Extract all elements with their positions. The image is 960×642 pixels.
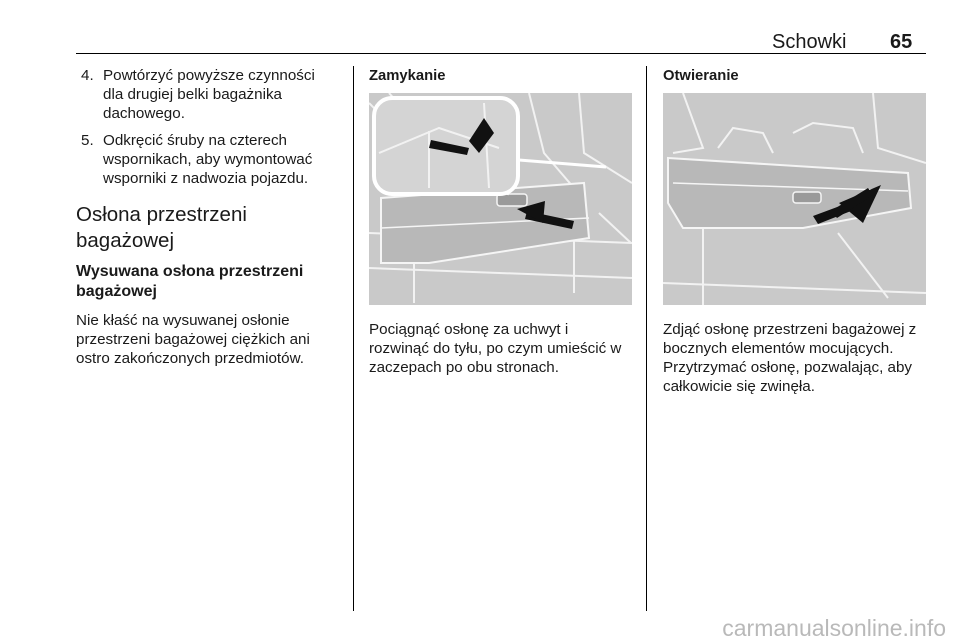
steps-list [76,66,338,188]
paragraph-line: Przytrzymać osłonę, pozwalając, aby [663,359,913,376]
watermark: carmanualsonline.info [722,615,946,641]
paragraph-line: całkowicie się zwinęła. [663,378,815,395]
figure-caption-opening: Otwieranie [663,68,739,84]
header-rule [76,53,926,54]
section-heading-line-2: bagażowej [76,229,175,252]
closing-instructions [369,320,639,377]
paragraph-line: zaczepach po obu stronach. [369,359,559,376]
subsection-heading-line-2: bagażowej [76,283,157,300]
column-divider-left [353,66,354,611]
figure-caption-closing: Zamykanie [369,68,446,84]
step-number: 5. [81,132,94,149]
left-column [76,66,338,368]
list-item [76,131,338,188]
subsection-heading-line-1: Wysuwana osłona przestrzeni [76,263,304,280]
paragraph-line: Nie kłaść na wysuwanej osłonie [76,312,290,329]
warning-paragraph [76,311,338,368]
cargo-cover-opening-illustration [663,93,926,305]
page-header-title: Schowki [772,31,847,53]
step-text: Powtórzyć powyższe czynności dla drugiej belki bagażnika dachowego. [103,67,315,122]
section-heading [76,202,338,254]
section-heading-line-1: Osłona przestrzeni [76,203,247,226]
step-number: 4. [81,67,94,84]
paragraph-line: rozwinąć do tyłu, po czym umieścić w [369,340,622,357]
cargo-cover-closing-illustration [369,93,632,305]
paragraph-line: Pociągnąć osłonę za uchwyt i [369,321,569,338]
paragraph-line: ostro zakończonych przedmiotów. [76,350,304,367]
column-divider-right [646,66,647,611]
page-number: 65 [890,31,913,53]
subsection-heading [76,262,338,302]
paragraph-line: Zdjąć osłonę przestrzeni bagażowej z [663,321,917,338]
step-text: Odkręcić śruby na czterech wspornikach, aby wymontować wsporniki z nadwozia pojazdu. [103,132,313,187]
paragraph-line: bocznych elementów mocujących. [663,340,894,357]
opening-instructions [663,320,938,396]
paragraph-line: przestrzeni bagażowej ciężkich ani [76,331,310,348]
list-item [76,66,338,123]
